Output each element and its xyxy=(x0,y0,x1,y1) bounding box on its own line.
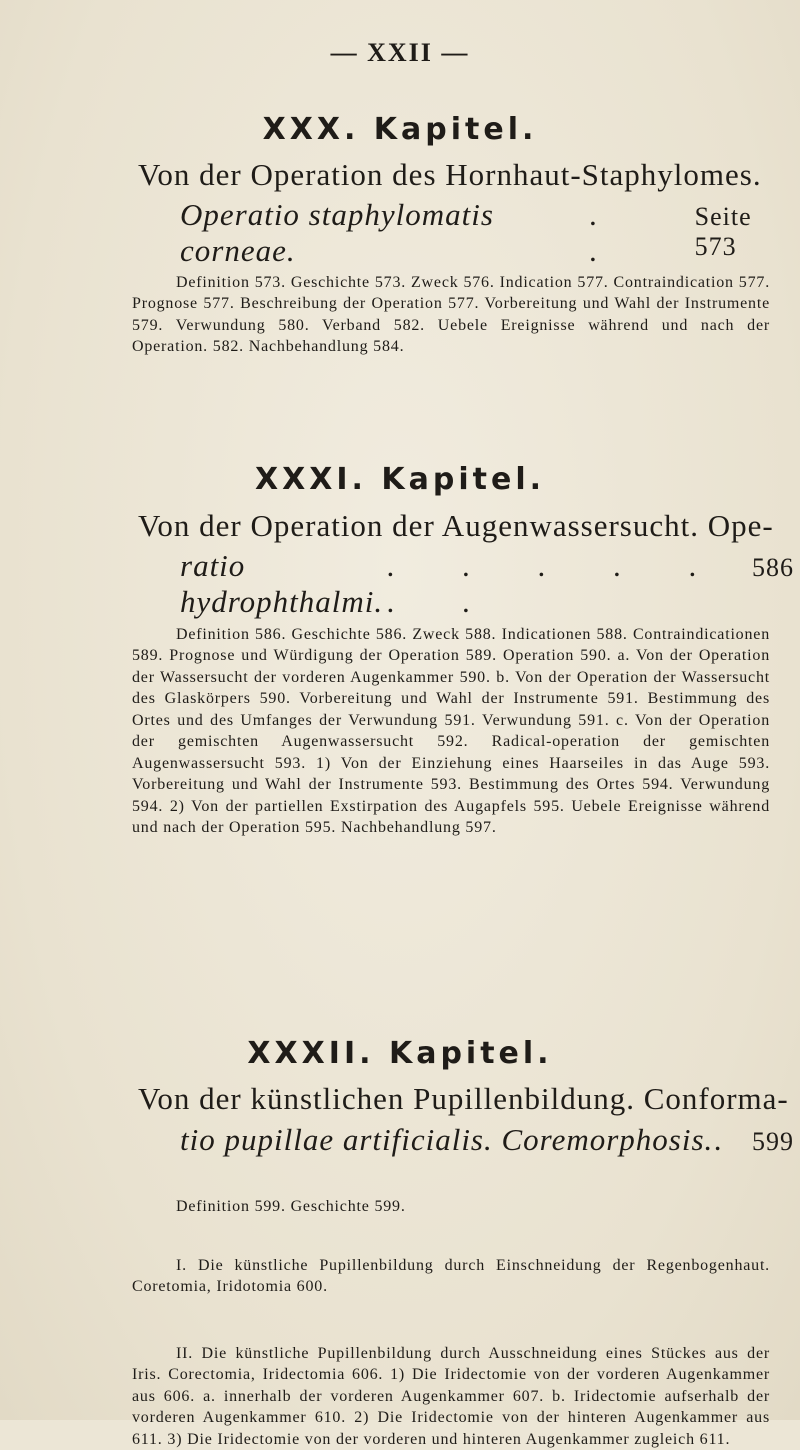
chapter-32-heading: XXXII. Kapitel. xyxy=(247,1036,553,1071)
chapter-31-latin-title: ratio hydrophthalmi. xyxy=(180,548,384,619)
chapter-30-heading: XXX. Kapitel. xyxy=(262,112,538,147)
chapter-31-title: Von der Operation der Augenwassersucht. Ope- xyxy=(138,508,774,543)
chapter-31-heading: XXXI. Kapitel. xyxy=(254,462,545,497)
chapter-32-page-ref: 599 xyxy=(751,1127,794,1156)
chapter-30-page-ref: Seite 573 xyxy=(694,202,752,261)
chapter-32-title: Von der künstlichen Pupillenbildung. Conforma- xyxy=(138,1081,789,1116)
chapter-32-subtitle-line xyxy=(180,1122,794,1158)
chapter-30-subtitle-line xyxy=(180,197,794,269)
chapter-31-page-ref: 586 xyxy=(752,553,794,582)
running-head: — XXII — xyxy=(330,38,470,67)
chapter-30-contents: Definition 573. Geschichte 573. Zweck 576. Indication 577. Contraindication 577. Prognose 577. Beschreibung der Operation 577. Vorbereitung und Wahl der Instrumente 579. Verwundung 580. Verband 582. Uebele Ereignisse während und nach der Operation. 582. Nachbehandlung 584. xyxy=(132,274,770,356)
chapter-32-definition: Definition 599. Geschichte 599. xyxy=(176,1198,406,1215)
chapter-31-contents: Definition 586. Geschichte 586. Zweck 588. Indicationen 588. Contraindicationen 589. Prognose und Würdigung der Operation 589. Operation 590. a. Von der Operation der Wassersucht der vorderen Augenkammer 590. b. Von der Operation der Wassersucht des Glaskörpers 590. Vorbereitung und Wahl der Instrumente 591. Bestimmung des Ortes und des Umfanges der Verwundung 591. Verwundung 591. c. Von der Operation der gemischten Augenwassersucht 592. Radical-operation der gemischten Augenwassersucht 593. 1) Von der Einziehung eines Haarseiles in das Auge 593. Vorbereitung und Wahl der Instrumente 593. Bestimmung des Ortes 594. Verwundung 594. 2) Von der partiellen Exstirpation des Augapfels 595. Uebele Ereignisse während und nach der Operation 595. Nachbehandlung 597. xyxy=(132,626,770,836)
chapter-30-title: Von der Operation des Hornhaut-Staphylomes. xyxy=(138,157,762,192)
chapter-31-leader: . . . . . . . xyxy=(386,548,727,619)
chapter-31-subtitle-line xyxy=(180,548,794,620)
chapter-32-section-1: I. Die künstliche Pupillenbildung durch Einschneidung der Regenbogenhaut. Coretomia, Iridotomia 600. xyxy=(132,1257,770,1296)
chapter-30-latin-title: Operatio staphylomatis corneae. xyxy=(180,197,494,268)
chapter-32-leader: . xyxy=(713,1122,752,1157)
chapter-32-section-2: II. Die künstliche Pupillenbildung durch Ausschneidung eines Stückes aus der Iris. Corectomia, Iridectomia 606. 1) Die Iridectomie von der vorderen Augenkammer aus 606. a. innerhalb der vorderen Augenkammer 607. b. Iridectomie aufserhalb der vorderen Augenkammer 610. 2) Die Iridectomie von der hinteren Augenkammer aus 611. 3) Die Iridectomie von der vorderen und hinteren Augenkammer zugleich 611. xyxy=(132,1345,770,1448)
chapter-30-leader: . . xyxy=(588,197,627,268)
chapter-32-latin-title: tio pupillae artificialis. Coremorphosis. xyxy=(180,1122,714,1157)
